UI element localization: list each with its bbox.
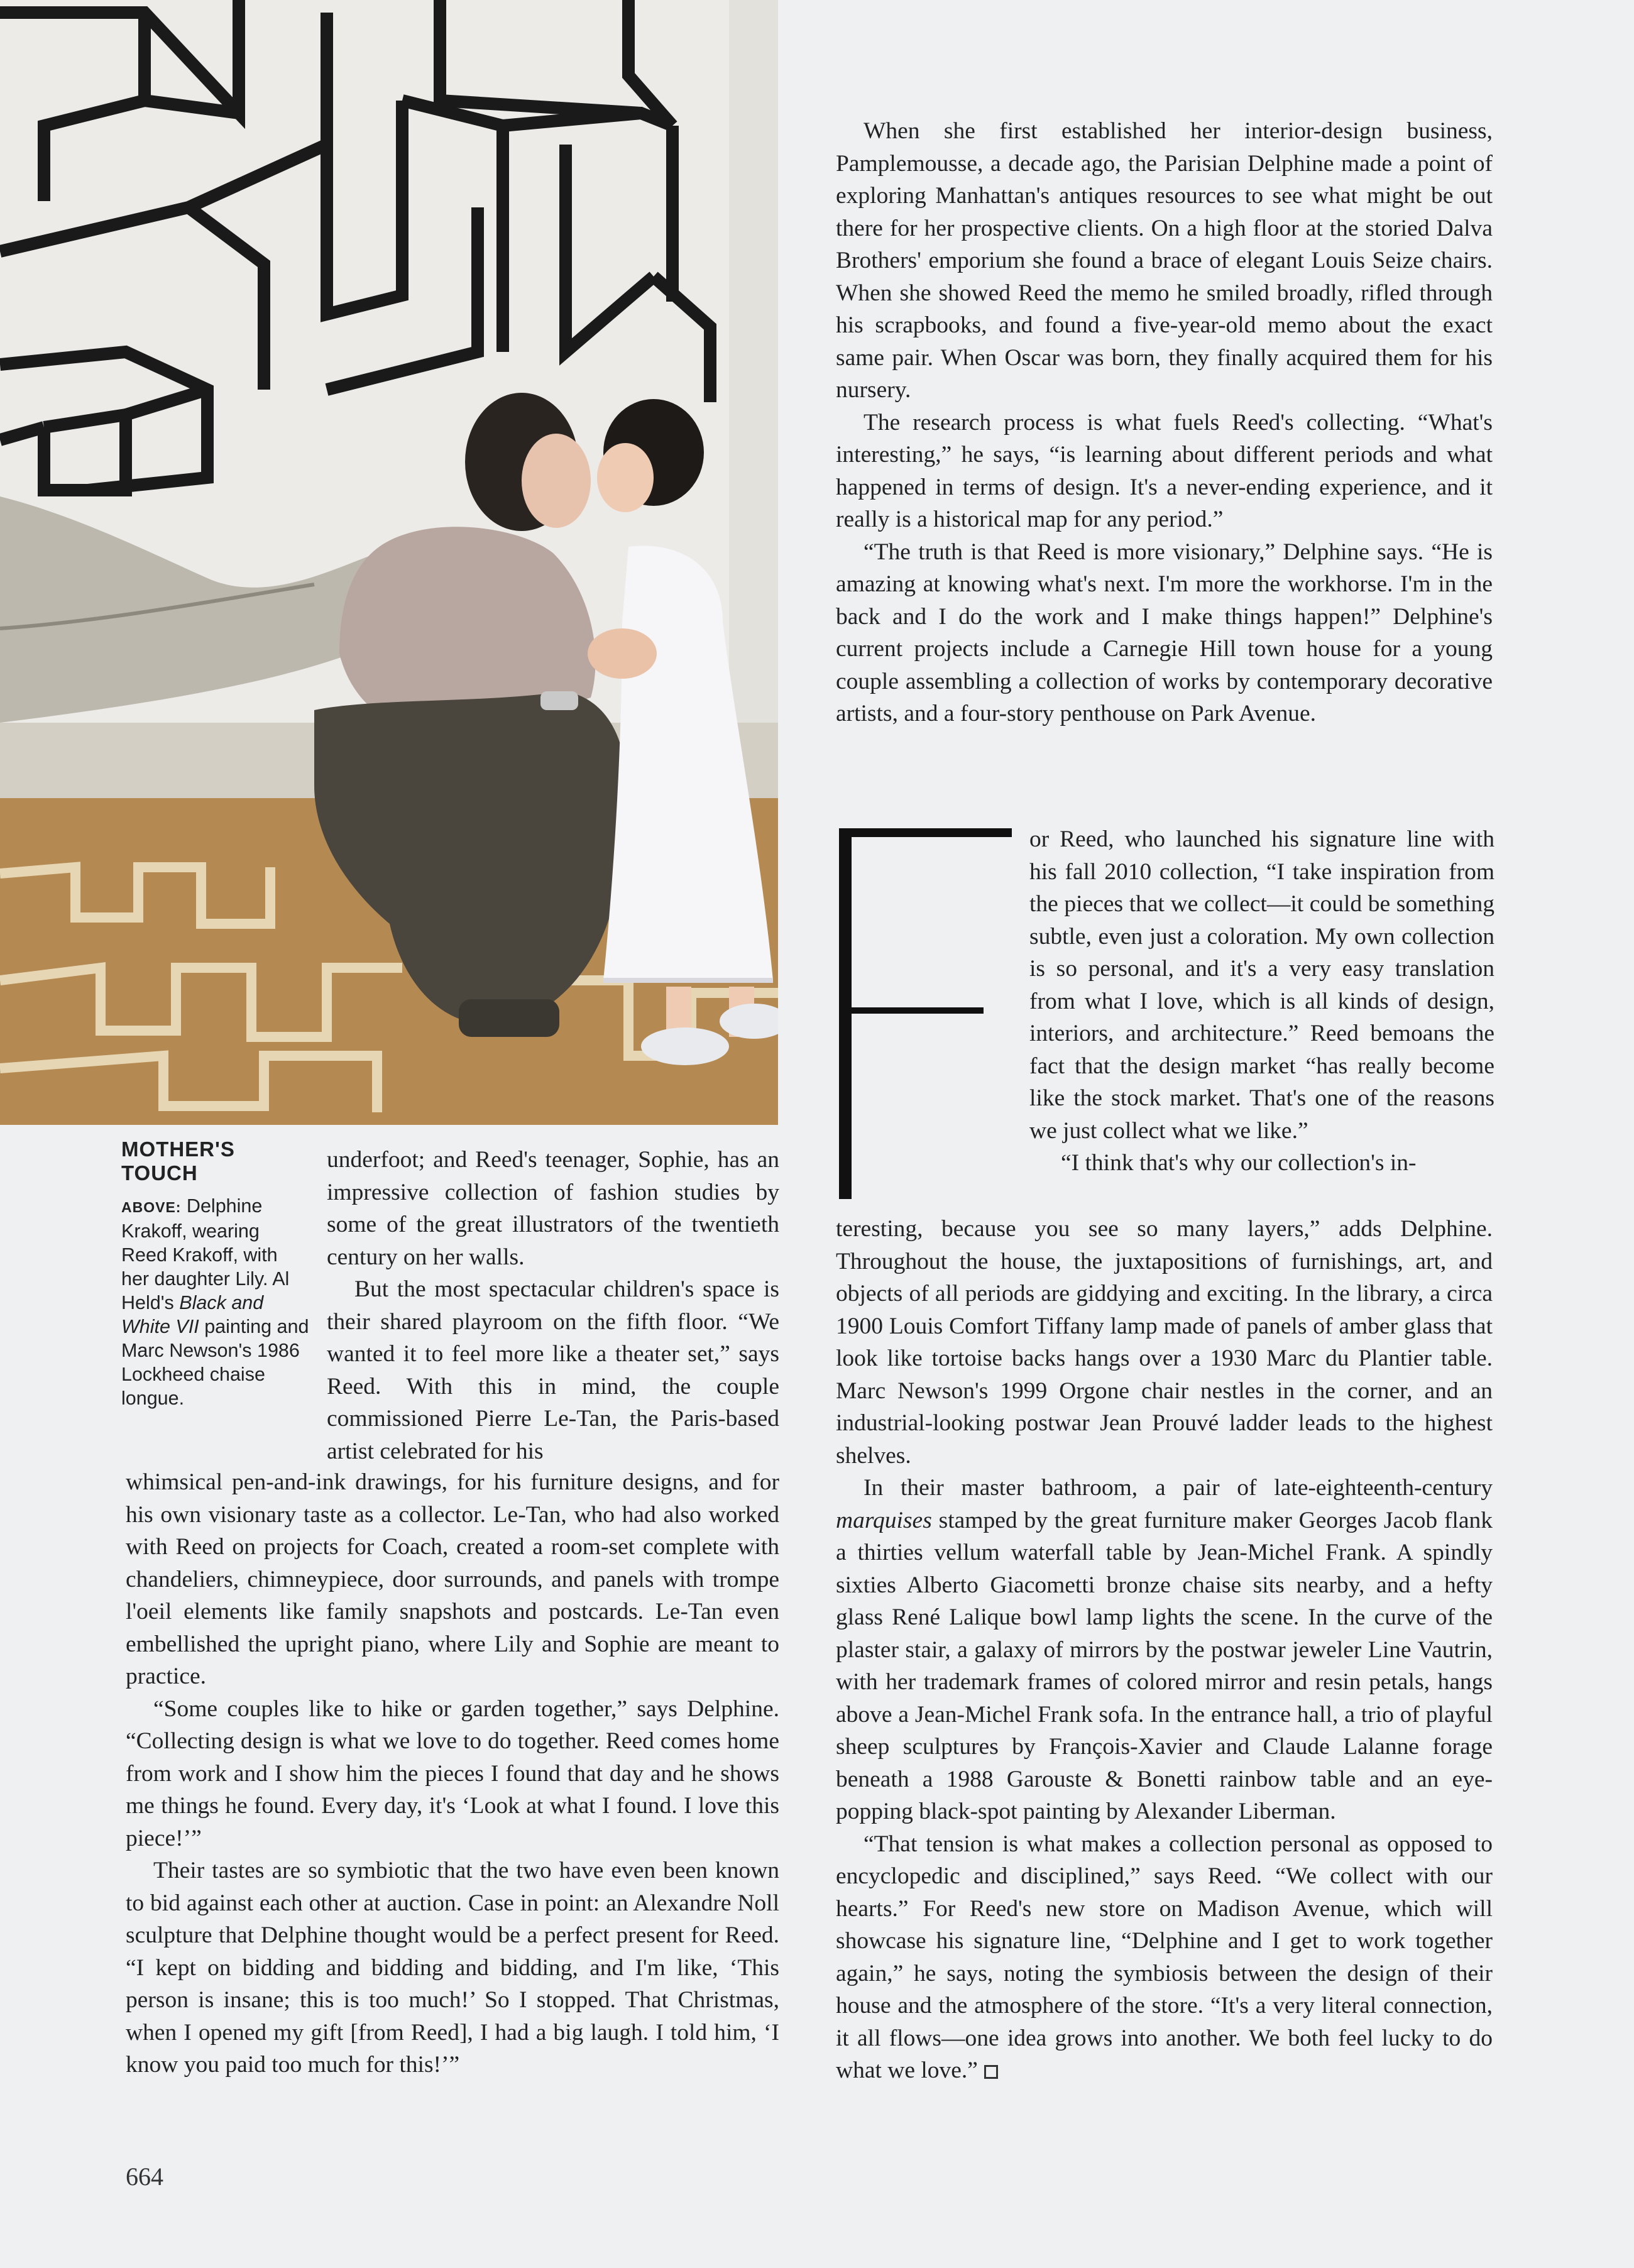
paragraph: “The truth is that Reed is more visionary,” Delphine says. “He is amazing at knowing what's next. I'm more the workhorse. I'm in the back and I do the work and I make things happen!” Delphine's current projects include a Carnegie Hill town house for a young couple assembling a collection of works by contemporary decorative artists, and a four-story penthouse on Park Avenue. <box>836 539 1493 726</box>
paragraph: When she first established her interior-design business, Pamplemousse, a decade ago, the Parisian Delphine made a point of exploring Manhattan's antiques resources to see what might be out there for her prospective clients. On a high floor at the storied Dalva Brothers' emporium she found a brace of elegant Louis Seize chairs. When she showed Reed the memo he smiled broadly, rifled through his scrapbooks, and found a five-year-old memo about the exact same pair. When Oscar was born, they finally acquired them for his nursery. <box>836 118 1493 403</box>
caption-title: MOTHER'S TOUCH <box>121 1137 235 1185</box>
paragraph: Their tastes are so symbiotic that the two have even been known to bid against each other at auction. Case in point: an Alexandre Noll sculpture that Delphine thought would be a perfect present for Reed. “I kept on bidding and bidding and bidding, and I'm like, ‘This person is insane; this is too much!’ So I stopped. That Christmas, when I opened my gift [from Reed], I had a big laugh. I told him, ‘I know you paid too much for this!’” <box>126 1858 779 2078</box>
article-column-left-upper <box>327 1144 779 1467</box>
page-number: 664 <box>126 2162 163 2191</box>
italic-term: marquises <box>836 1507 932 1533</box>
caption-body <box>121 1194 310 1410</box>
paragraph-text: In their master bathroom, a pair of late-eighteenth-century <box>864 1475 1493 1501</box>
drop-cap-glyph <box>839 828 1021 1199</box>
paragraph-text: stamped by the great furniture maker Georges Jacob flank a thirties vellum waterfall table by Jean-Michel Frank. A spindly sixties Alberto Giacometti bronze chaise sits nearby, and a hefty glass René Lalique bowl lamp lights the scene. In the curve of the plaster stair, a galaxy of mirrors by the postwar jeweler Line Vautrin, with her trademark frames of colored mirror and resin petals, hangs above a Jean-Michel Frank sofa. In the entrance hall, a trio of playful sheep sculptures by François-Xavier and Claude Lalanne forage beneath a 1988 Garouste & Bonetti rainbow table and an eye-popping black-spot painting by Alexander Liberman. <box>836 1507 1493 1824</box>
paragraph <box>836 1472 1493 1828</box>
drop-cap <box>839 828 1021 1199</box>
photo-illustration <box>0 0 778 1125</box>
paragraph: “I think that's why our collection's in- <box>1061 1150 1417 1176</box>
paragraph: teresting, because you see so many layers,” adds Delphine. Throughout the house, the juxtapositions of furnishings, art, and objects of all periods are giddying and exciting. In the library, a circa 1900 Louis Comfort Tiffany lamp made of panels of amber glass that look like tortoise backs hangs over a 1930 Marc du Plantier table. Marc Newson's 1999 Orgone chair nestles in the corner, and an industrial-looking postwar Jean Prouvé ladder leads to the highest shelves. <box>836 1216 1493 1469</box>
paragraph: whimsical pen-and-ink drawings, for his furniture designs, and for his own visionary taste as a collector. Le-Tan, who had also worked with Reed on projects for Coach, created a room-set complete with chandeliers, chimneypiece, door surrounds, and panels with trompe l'oeil elements like family snapshots and postcards. Le-Tan even embellished the upright piano, where Lily and Sophie are meant to practice. <box>126 1469 779 1689</box>
feature-photo <box>0 0 778 1125</box>
paragraph: “Some couples like to hike or garden together,” says Delphine. “Collecting design is what we love to do together. Reed comes home from work and I show him the pieces I found that day and he shows me things he found. Every day, it's ‘Look at what I found. I love this piece!’” <box>126 1696 779 1851</box>
article-column-right-lower <box>836 1213 1493 2087</box>
end-of-article-mark <box>984 2065 998 2079</box>
paragraph: or Reed, who launched his signature line with his fall 2010 collection, “I take inspiration from the pieces that we collect—it could be something subtle, even just a coloration. My own collection is so personal, and it's a very easy translation from what I love, which is all kinds of design, interiors, and architecture.” Reed bemoans the fact that the design market “has really become like the stock market. That's one of the reasons we just collect what we like.” <box>1029 826 1494 1144</box>
article-column-right-dropcap <box>1029 823 1494 1180</box>
article-column-right-top <box>836 115 1493 730</box>
paragraph: underfoot; and Reed's teenager, Sophie, has an impressive collection of fashion studies by some of the great illustrators of the twentieth century on her walls. <box>327 1147 779 1270</box>
paragraph-text: “That tension is what makes a collection personal as opposed to encyclopedic and disciplined,” says Reed. “We collect with our hearts.” For Reed's new store on Madison Avenue, which will showcase his signature line, “Delphine and I get to work together again,” he says, noting the symbiosis between the design of their house and the atmosphere of the store. “It's a very literal connection, it all flows—one idea grows into another. We both feel lucky to do what we love.” <box>836 1831 1493 2083</box>
caption-text-2: painting and Marc Newson's 1986 Lockheed chaise longue. <box>121 1316 309 1409</box>
article-column-left-lower <box>126 1466 779 2081</box>
paragraph: But the most spectacular children's space is their shared playroom on the fifth floor. “We wanted it to feel more like a theater set,” says Reed. With this in mind, the couple commissioned Pierre Le-Tan, the Paris-based artist celebrated for his <box>327 1276 779 1464</box>
paragraph <box>836 1828 1493 2087</box>
paragraph: The research process is what fuels Reed's collecting. “What's interesting,” he says, “is learning about different periods and what happened in terms of design. It's a never-ending experience, and it really is a historical map for any period.” <box>836 409 1493 532</box>
caption-text-1: Delphine Krakoff, wearing Reed Krakoff, with her daughter Lily. Al Held's <box>121 1195 290 1313</box>
caption-artwork-title: Black and White VII <box>121 1292 264 1337</box>
caption-lead: ABOVE: <box>121 1199 182 1215</box>
photo-caption <box>121 1137 310 1410</box>
